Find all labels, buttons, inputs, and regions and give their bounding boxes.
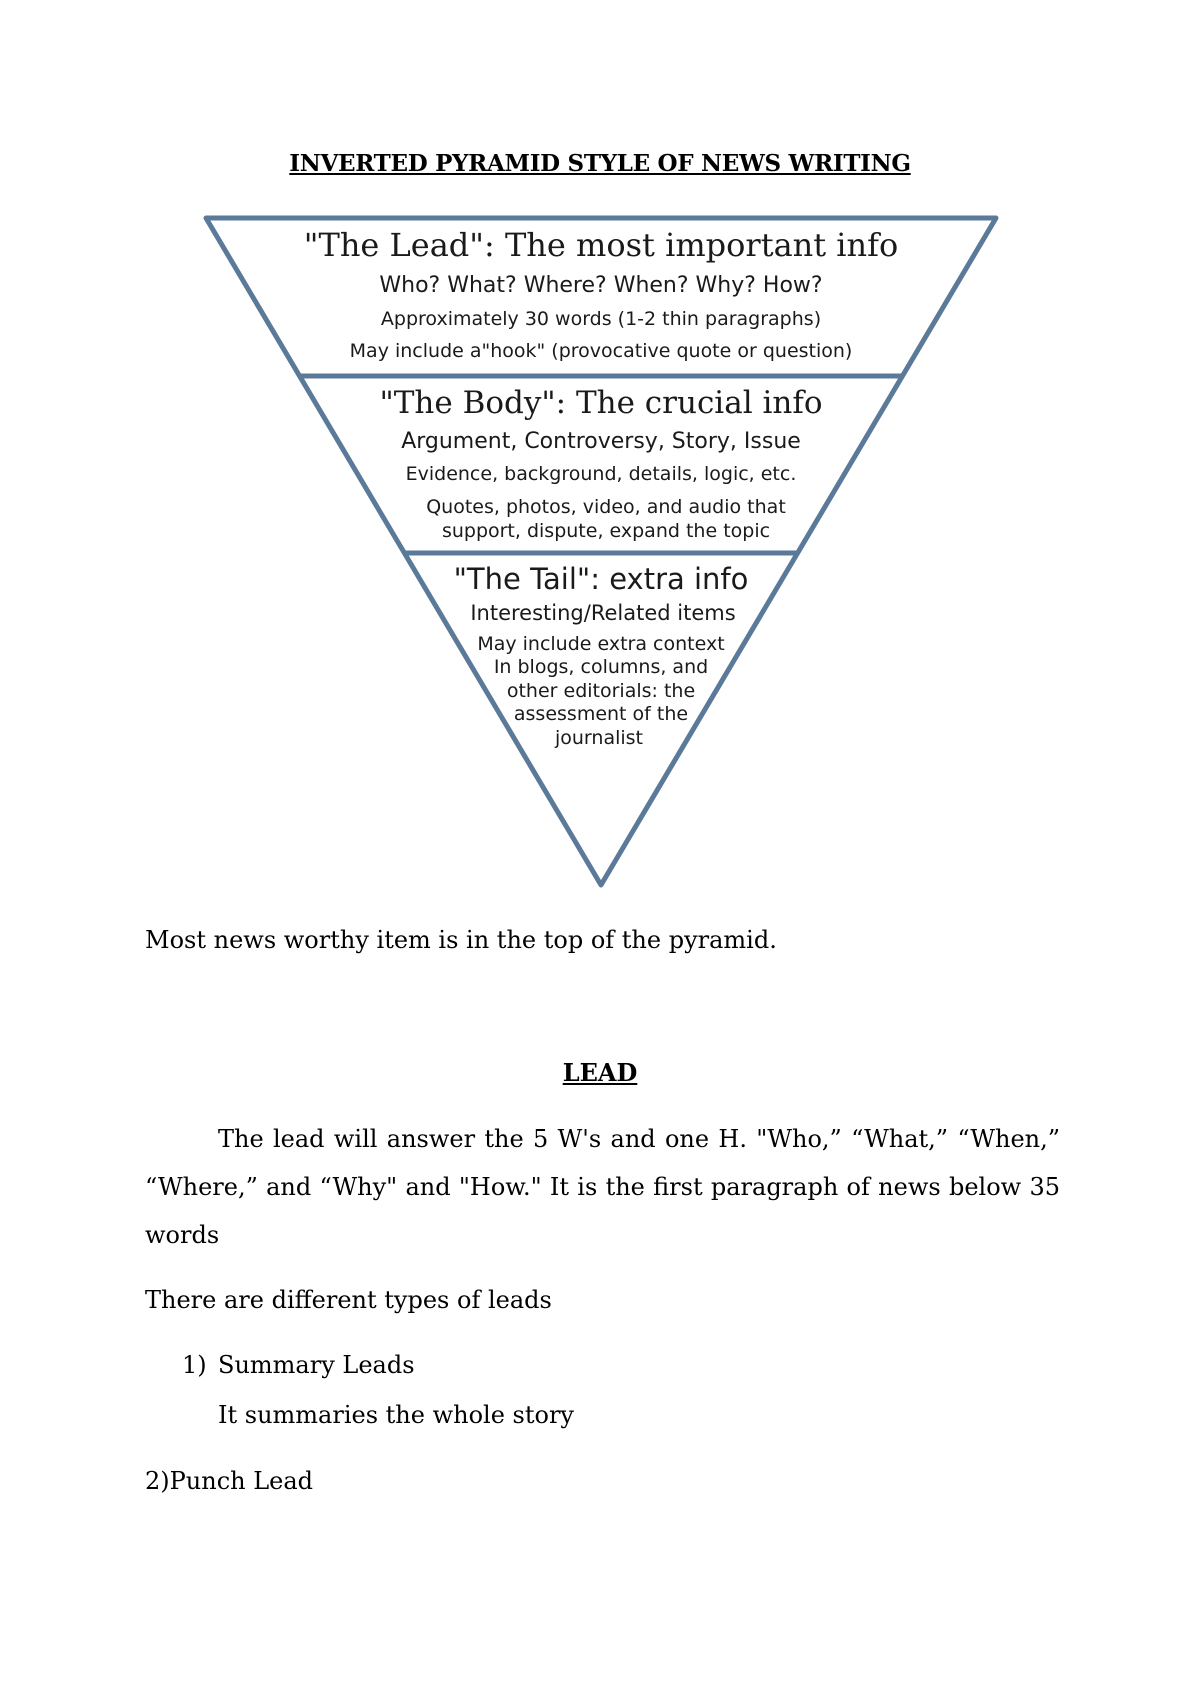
list-item-number: 1) bbox=[182, 1351, 207, 1379]
list-item-description: It summaries the whole story bbox=[218, 1401, 574, 1429]
body-tier-heading: "The Body": The crucial info bbox=[379, 385, 823, 421]
tail-tier-line: other editorials: the bbox=[506, 680, 696, 702]
list-item: 2)Punch Lead bbox=[145, 1467, 314, 1495]
list-item-title: Summary Leads bbox=[218, 1351, 415, 1379]
lead-paragraph-line: words bbox=[145, 1221, 220, 1249]
page-title: INVERTED PYRAMID STYLE OF NEWS WRITING bbox=[289, 150, 911, 177]
tail-tier-line: assessment of the bbox=[513, 703, 689, 725]
tail-tier-line: Interesting/Related items bbox=[470, 601, 736, 625]
lead-tier-line: May include a"hook" (provocative quote or question) bbox=[349, 340, 853, 362]
tail-tier-line: May include extra context bbox=[477, 633, 725, 655]
lead-tier-line: Who? What? Where? When? Why? How? bbox=[379, 273, 823, 298]
body-tier-line: Quotes, photos, video, and audio that bbox=[426, 496, 786, 518]
body-tier-line: support, dispute, expand the topic bbox=[441, 520, 771, 542]
lead-heading: LEAD bbox=[562, 1058, 638, 1087]
lead-types-intro: There are different types of leads bbox=[145, 1286, 552, 1314]
lead-paragraph-line: “Where,” and “Why" and "How." It is the first paragraph of news below 35 bbox=[145, 1173, 1060, 1201]
lead-paragraph-line: The lead will answer the 5 W's and one H. "Who,” “What,” “When,” bbox=[218, 1125, 1060, 1153]
tail-tier-heading: "The Tail": extra info bbox=[453, 562, 749, 596]
body-tier-line: Evidence, background, details, logic, etc. bbox=[405, 463, 797, 485]
tail-tier-line: In blogs, columns, and bbox=[493, 656, 709, 678]
lead-tier-heading: "The Lead": The most important info bbox=[303, 226, 899, 264]
diagram-caption: Most news worthy item is in the top of the pyramid. bbox=[145, 926, 777, 954]
tail-tier-line: journalist bbox=[554, 727, 644, 749]
lead-tier-line: Approximately 30 words (1-2 thin paragraphs) bbox=[380, 308, 822, 330]
body-tier-line: Argument, Controversy, Story, Issue bbox=[401, 429, 801, 454]
